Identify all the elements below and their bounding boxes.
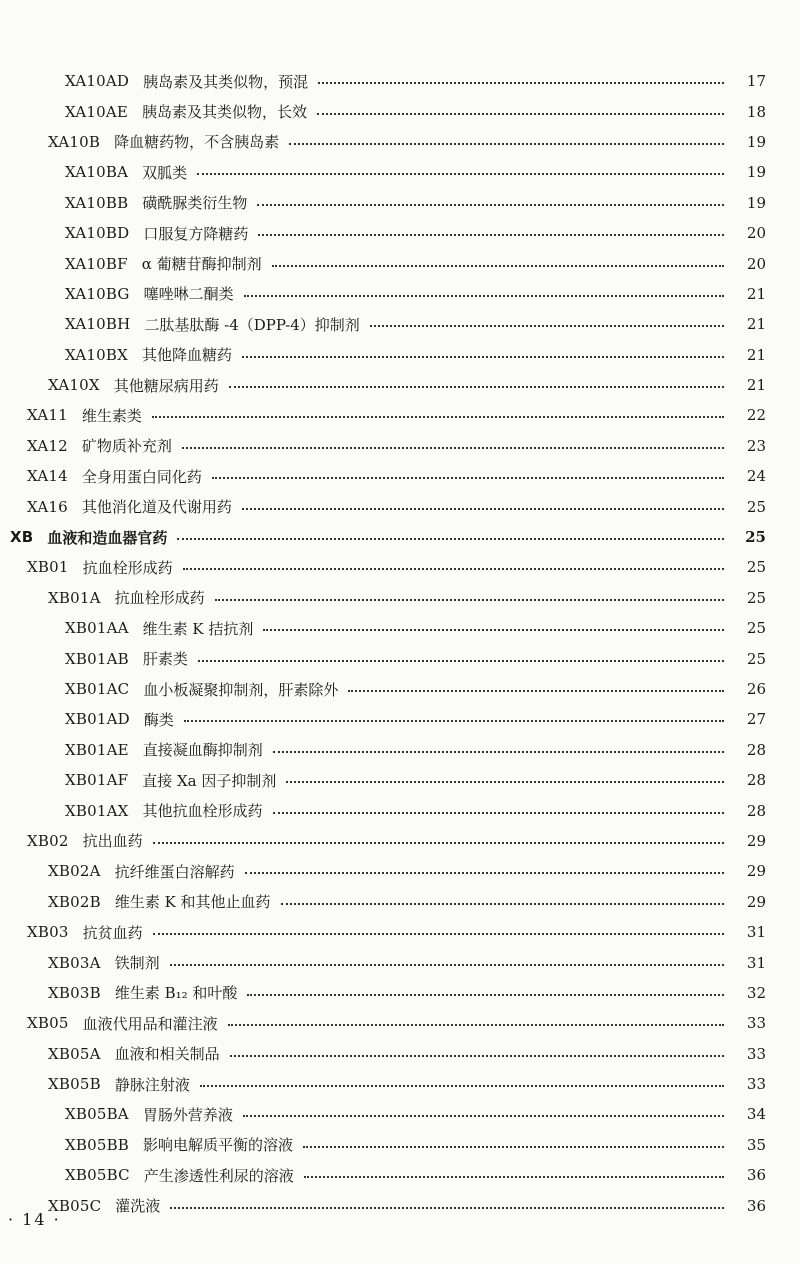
toc-entry-title: 胰岛素及其类似物，预混 xyxy=(143,72,309,91)
dot-leader xyxy=(244,295,724,297)
toc-entry-code: XB01AX xyxy=(65,801,129,820)
toc-entry-code: XB03B xyxy=(48,983,101,1002)
toc-entry-page: 29 xyxy=(746,862,766,881)
dot-leader xyxy=(317,113,724,115)
toc-entry-title: 磺酰脲类衍生物 xyxy=(142,194,248,213)
toc-entry xyxy=(0,583,800,613)
toc-entry-page: 19 xyxy=(746,132,766,151)
toc-entry-page: 20 xyxy=(746,254,766,273)
toc-entry xyxy=(0,643,800,673)
toc-entry-page: 21 xyxy=(746,376,766,395)
toc-entry-code: XA10BF xyxy=(65,254,128,273)
toc-entry xyxy=(0,1130,800,1160)
toc-entry xyxy=(0,826,800,856)
dot-leader xyxy=(289,143,724,145)
toc-entry-title: 维生素 B₁₂ 和叶酸 xyxy=(114,984,238,1003)
toc-entry-page: 25 xyxy=(746,588,766,607)
toc-entry xyxy=(0,552,800,582)
toc-entry-code: XB02B xyxy=(48,892,101,911)
toc-entry-page: 20 xyxy=(746,224,766,243)
toc-entry-title: 静脉注射液 xyxy=(114,1075,190,1094)
dot-leader xyxy=(197,173,724,175)
toc-entry-title: 血液代用品和灌注液 xyxy=(82,1014,218,1033)
dot-leader xyxy=(182,447,724,449)
toc-entry-code: XA10BA xyxy=(65,163,129,182)
toc-entry-page: 18 xyxy=(746,102,766,121)
dot-leader xyxy=(242,508,724,510)
toc-entry-title: 血液和造血器官药 xyxy=(47,528,168,547)
toc-entry-title: 全身用蛋白同化药 xyxy=(81,467,202,486)
page-number: · 14 · xyxy=(8,1210,61,1229)
toc-entry-code: XB05C xyxy=(48,1196,102,1215)
dot-leader xyxy=(153,933,724,935)
toc-entry xyxy=(0,1099,800,1129)
dot-leader xyxy=(370,325,724,327)
toc-entry-title: 双胍类 xyxy=(142,163,188,182)
toc-entry xyxy=(0,522,800,552)
toc-entry-code: XA10BX xyxy=(65,345,128,364)
dot-leader xyxy=(304,1176,724,1178)
toc-entry-title: 噻唑啉二酮类 xyxy=(143,285,234,304)
toc-entry-page: 26 xyxy=(746,680,766,698)
toc-entry xyxy=(0,1008,800,1038)
toc-entry-title: 酶类 xyxy=(143,710,174,729)
dot-leader xyxy=(243,1115,724,1117)
toc-entry-code: XB01AA xyxy=(65,619,129,638)
toc-entry-page: 32 xyxy=(746,983,766,1002)
toc-entry xyxy=(0,431,800,461)
toc-entry-page: 21 xyxy=(746,284,766,303)
dot-leader xyxy=(247,994,724,996)
dot-leader xyxy=(170,1207,724,1209)
toc-entry-code: XB01AC xyxy=(65,680,130,698)
toc-entry-title: 影响电解质平衡的溶液 xyxy=(143,1136,294,1155)
toc-entry-code: XA10AD xyxy=(65,72,130,91)
toc-entry-code: XA10BG xyxy=(65,284,130,303)
toc-entry-code: XB05BB xyxy=(65,1135,130,1154)
toc-entry-page: 25 xyxy=(745,528,766,547)
dot-leader xyxy=(229,386,724,388)
dot-leader xyxy=(303,1146,724,1148)
toc-entry-title: 胃肠外营养液 xyxy=(142,1105,233,1124)
toc-entry xyxy=(0,157,800,187)
toc-entry-code: XB01AD xyxy=(65,710,130,729)
dot-leader xyxy=(286,781,724,783)
toc-entry-code: XA11 xyxy=(27,406,68,425)
toc-entry xyxy=(0,279,800,309)
toc-entry-page: 31 xyxy=(746,923,766,942)
toc-entry-title: 抗纤维蛋白溶解药 xyxy=(114,862,235,881)
toc-entry-title: 其他糖尿病用药 xyxy=(113,376,219,395)
toc-entry-page: 25 xyxy=(746,649,766,668)
toc-entry-title: 抗血栓形成药 xyxy=(82,558,173,577)
toc-entry-page: 29 xyxy=(746,831,766,850)
toc-entry-title: 降血糖药物，不含胰岛素 xyxy=(114,133,280,152)
toc-entry xyxy=(0,1190,800,1220)
dot-leader xyxy=(198,660,724,662)
toc-entry-page: 36 xyxy=(746,1196,766,1215)
dot-leader xyxy=(281,903,724,905)
toc-entry xyxy=(0,887,800,917)
toc-entry-code: XB05B xyxy=(48,1075,101,1094)
toc-entry-code: XA10BH xyxy=(65,315,131,334)
dot-leader xyxy=(215,599,724,601)
toc-entry-code: XB xyxy=(10,528,34,547)
dot-leader xyxy=(258,234,724,236)
toc-entry-title: 抗血栓形成药 xyxy=(114,589,205,608)
toc-entry-title: 抗出血药 xyxy=(82,832,143,851)
toc-entry xyxy=(0,66,800,96)
toc-entry-page: 33 xyxy=(746,1044,766,1063)
toc-entry xyxy=(0,765,800,795)
dot-leader xyxy=(348,690,724,692)
toc-entry-title: 直接凝血酶抑制剂 xyxy=(142,741,263,760)
toc-entry-title: 其他抗血栓形成药 xyxy=(142,802,263,821)
dot-leader xyxy=(228,1024,724,1026)
toc-entry xyxy=(0,461,800,491)
toc-entry-page: 36 xyxy=(746,1166,766,1185)
toc-entry xyxy=(0,309,800,339)
dot-leader xyxy=(263,629,724,631)
toc-entry xyxy=(0,674,800,704)
toc-entry xyxy=(0,127,800,157)
toc-entry-title: 产生渗透性利尿的溶液 xyxy=(143,1166,294,1185)
toc-entry-page: 34 xyxy=(746,1105,766,1124)
toc-entry-title: 其他消化道及代谢用药 xyxy=(81,498,232,517)
toc-entry-page: 28 xyxy=(746,740,766,759)
toc-entry-page: 25 xyxy=(746,619,766,638)
toc-entry xyxy=(0,613,800,643)
toc-entry-code: XA10BD xyxy=(65,224,130,243)
dot-leader xyxy=(183,568,724,570)
toc-entry-title: 矿物质补充剂 xyxy=(81,437,172,456)
toc-entry-page: 33 xyxy=(746,1075,766,1094)
toc-entry-page: 21 xyxy=(746,315,766,334)
toc-entry-title: 抗贫血药 xyxy=(82,923,143,942)
toc-entry xyxy=(0,340,800,370)
toc-entry-page: 24 xyxy=(746,467,766,486)
toc-entry-page: 22 xyxy=(746,406,766,425)
toc-entry-code: XA14 xyxy=(27,467,68,486)
dot-leader xyxy=(184,720,724,722)
toc-entry-page: 31 xyxy=(746,953,766,972)
toc-entry-page: 27 xyxy=(746,710,766,729)
toc-entry xyxy=(0,978,800,1008)
dot-leader xyxy=(170,964,724,966)
toc-entry-code: XB02 xyxy=(27,831,69,850)
toc-entry xyxy=(0,188,800,218)
toc-entry-page: 29 xyxy=(746,892,766,911)
toc-entry-code: XB01 xyxy=(27,558,69,577)
dot-leader xyxy=(273,751,724,753)
toc-entry xyxy=(0,218,800,248)
toc-entry-page: 33 xyxy=(746,1014,766,1033)
toc-entry-code: XB02A xyxy=(48,862,101,881)
toc-entry-page: 28 xyxy=(746,771,766,790)
toc-entry-code: XB01AB xyxy=(65,649,129,668)
toc-entry-code: XA10B xyxy=(48,132,101,151)
dot-leader xyxy=(230,1055,724,1057)
toc-entry-code: XA12 xyxy=(27,436,68,455)
toc-entry-title: 直接 Xa 因子抑制剂 xyxy=(142,771,277,790)
toc-entry xyxy=(0,1069,800,1099)
toc-entry-title: 血小板凝聚抑制剂，肝素除外 xyxy=(143,680,339,699)
toc-entry xyxy=(0,735,800,765)
toc-entry-title: 口服复方降糖药 xyxy=(143,224,249,243)
table-of-contents xyxy=(0,66,800,1221)
toc-entry-page: 25 xyxy=(746,497,766,516)
toc-entry-code: XB05BC xyxy=(65,1166,130,1185)
toc-entry-page: 17 xyxy=(746,72,766,91)
toc-entry-code: XB01AF xyxy=(65,771,129,790)
toc-entry xyxy=(0,704,800,734)
toc-entry-page: 28 xyxy=(746,801,766,820)
toc-entry-code: XA10AE xyxy=(65,102,129,121)
toc-entry-title: 胰岛素及其类似物，长效 xyxy=(142,103,308,122)
toc-entry xyxy=(0,96,800,126)
dot-leader xyxy=(272,265,724,267)
toc-entry-title: 血液和相关制品 xyxy=(114,1045,220,1064)
toc-entry xyxy=(0,1160,800,1190)
toc-entry xyxy=(0,856,800,886)
toc-entry-code: XA10BB xyxy=(65,193,129,212)
toc-entry xyxy=(0,1039,800,1069)
dot-leader xyxy=(200,1085,724,1087)
toc-entry-code: XB03 xyxy=(27,923,69,942)
toc-entry xyxy=(0,248,800,278)
dot-leader xyxy=(177,538,724,540)
dot-leader xyxy=(212,477,724,479)
toc-entry-page: 23 xyxy=(746,436,766,455)
toc-entry-code: XB05BA xyxy=(65,1105,129,1124)
dot-leader xyxy=(257,204,724,206)
dot-leader xyxy=(245,872,724,874)
toc-entry-title: 其他降血糖药 xyxy=(141,346,232,365)
dot-leader xyxy=(242,356,724,358)
toc-entry xyxy=(0,795,800,825)
dot-leader xyxy=(318,82,724,84)
dot-leader xyxy=(152,416,724,418)
toc-entry-title: 维生素 K 拮抗剂 xyxy=(142,619,254,638)
toc-entry-code: XB01AE xyxy=(65,740,129,759)
toc-entry-page: 19 xyxy=(746,193,766,212)
toc-entry-code: XA16 xyxy=(27,497,68,516)
toc-entry-title: α 葡糖苷酶抑制剂 xyxy=(141,255,262,274)
toc-entry-code: XB01A xyxy=(48,588,101,607)
toc-entry-code: XB05 xyxy=(27,1014,69,1033)
toc-entry-page: 25 xyxy=(746,558,766,577)
toc-entry-code: XB03A xyxy=(48,953,101,972)
toc-entry-page: 35 xyxy=(746,1135,766,1154)
toc-entry-code: XA10X xyxy=(48,376,100,395)
toc-entry xyxy=(0,370,800,400)
toc-entry xyxy=(0,917,800,947)
toc-entry-page: 21 xyxy=(746,345,766,364)
toc-entry xyxy=(0,400,800,430)
toc-entry-title: 铁制剂 xyxy=(114,954,160,973)
toc-entry xyxy=(0,947,800,977)
toc-entry-title: 维生素类 xyxy=(81,406,142,425)
toc-entry-title: 二肽基肽酶 -4（DPP-4）抑制剂 xyxy=(144,315,360,334)
toc-entry-title: 灌洗液 xyxy=(115,1197,161,1216)
toc-entry-page: 19 xyxy=(746,163,766,182)
toc-entry xyxy=(0,491,800,521)
toc-entry-title: 维生素 K 和其他止血药 xyxy=(114,893,271,912)
toc-entry-title: 肝素类 xyxy=(142,650,188,669)
dot-leader xyxy=(273,812,724,814)
toc-entry-code: XB05A xyxy=(48,1044,101,1063)
dot-leader xyxy=(153,842,724,844)
